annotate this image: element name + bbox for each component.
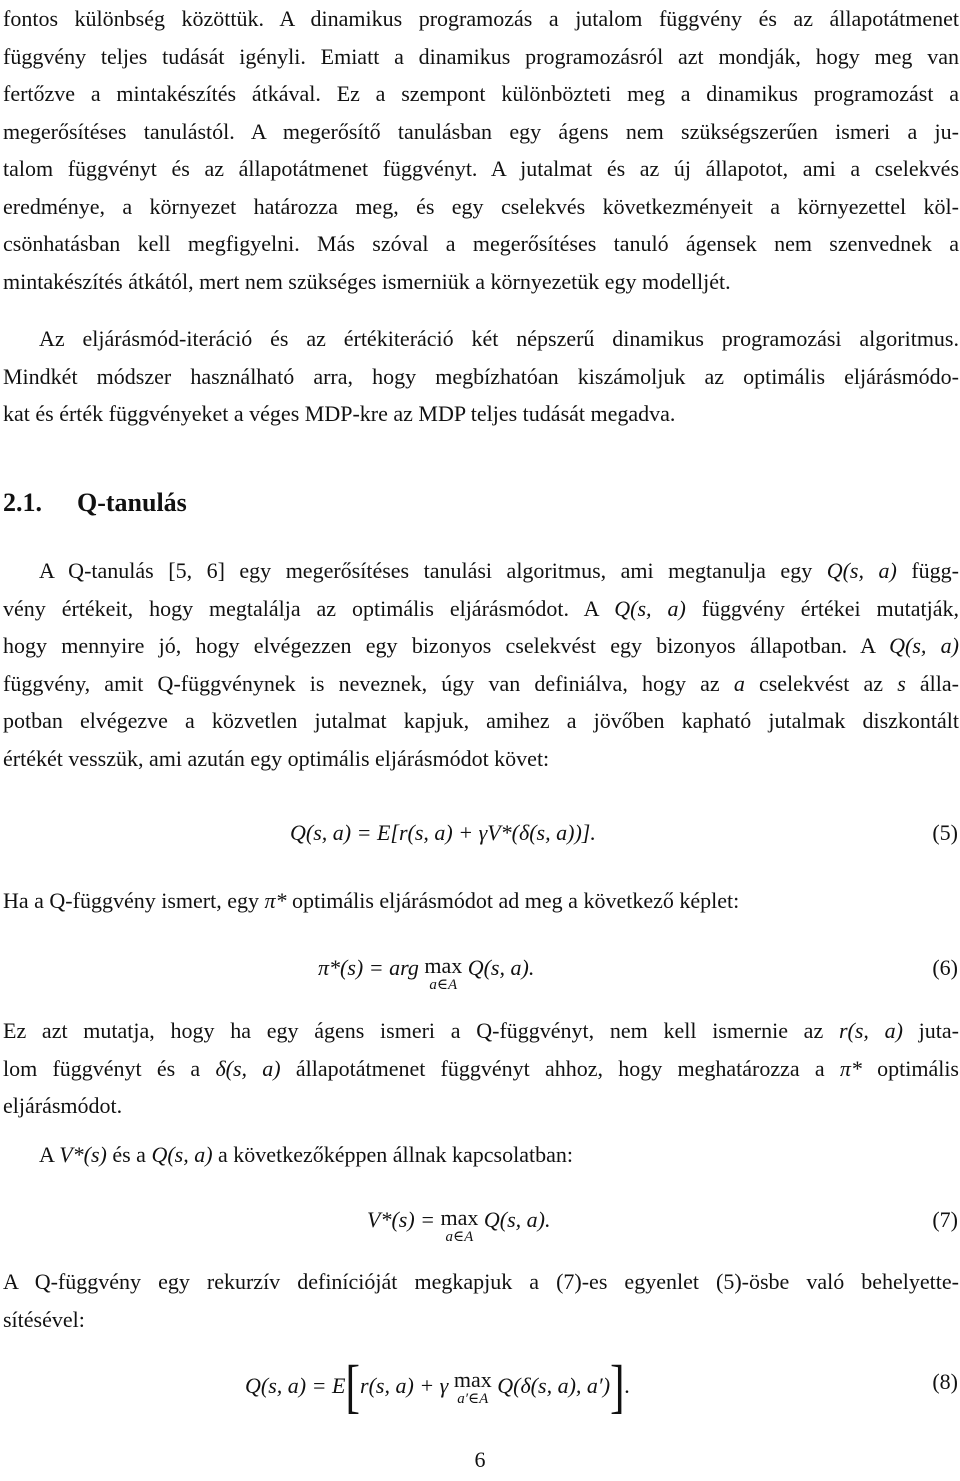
max-operator: max a∈A bbox=[440, 1205, 479, 1245]
equation-body: Q(s, a) = E[r(s, a) + γV*(δ(s, a))]. bbox=[290, 820, 596, 845]
math-inline: Q(s, a) bbox=[826, 558, 897, 583]
math-inline: π* bbox=[264, 888, 287, 913]
text-line: eredménye, a környezet határozza meg, és egy cselekvés következményeit a környezettel köl- bbox=[3, 193, 959, 219]
equation-number: (5) bbox=[932, 820, 958, 845]
text-line: Az eljárásmód-iteráció és az értékiteráció két népszerű dinamikus programozási algoritmus. bbox=[39, 326, 959, 351]
text-line: kat és érték függvényeket a véges MDP-kre az MDP teljes tudását megadva. bbox=[3, 401, 676, 426]
section-title: Q-tanulás bbox=[77, 488, 187, 517]
equation-body: π*(s) = arg max a∈A Q(s, a). bbox=[318, 953, 535, 993]
paragraph-q-knowledge bbox=[3, 1012, 959, 1125]
equation-body: Q(s, a) = E[r(s, a) + γ max a′∈A Q(δ(s, a), a′)]. bbox=[245, 1353, 631, 1420]
paragraph-policy-value-iteration bbox=[3, 320, 959, 433]
text-line: A Q-tanulás [5, 6] egy megerősítéses tanulási algoritmus, ami megtanulja egy Q(s, a) függ- bbox=[39, 558, 960, 583]
equation-body: V*(s) = max a∈A Q(s, a). bbox=[367, 1205, 551, 1245]
section-number: 2.1. bbox=[3, 488, 42, 517]
left-bracket: [ bbox=[345, 1353, 361, 1420]
paragraph-q-learning-intro bbox=[3, 552, 959, 777]
text-line: csönhatásban kell megfigyelni. Más szóval a megerősítéses tanuló ágensek nem szenvednek a bbox=[3, 231, 959, 256]
text-line: talom függvényt és az állapotátmenet függvényt. A jutalmat és az új állapotot, ami a cselekvés bbox=[3, 156, 959, 181]
citation: 5, 6 bbox=[175, 558, 218, 583]
math-inline: V*(s) bbox=[59, 1142, 107, 1167]
text-line: értékét vesszük, ami azután egy optimális eljárásmódot követ: bbox=[3, 745, 550, 771]
max-operator: max a′∈A bbox=[453, 1367, 492, 1407]
text-line: fertőzve a mintakészítés átkával. Ez a szempont különbözteti meg a dinamikus programozást a bbox=[3, 81, 959, 106]
math-inline: Q(s, a) bbox=[889, 633, 960, 658]
text-line: lom függvényt és a δ(s, a) állapotátmenet függvényt ahhoz, hogy meghatározza a π* optimális bbox=[3, 1055, 959, 1081]
text-line: vény értékeit, hogy megtalálja az optimális eljárásmódot. A Q(s, a) függvény értékei mutatják, bbox=[3, 595, 959, 621]
text-line: eljárásmódot. bbox=[3, 1093, 123, 1118]
text-line: függvény teljes tudását igényli. Emiatt a dinamikus programozásról azt mondják, hogy meg van bbox=[3, 43, 959, 69]
math-inline: s bbox=[897, 670, 906, 696]
math-inline: π* bbox=[839, 1055, 862, 1081]
equation-6 bbox=[0, 955, 960, 1005]
text-line: fontos különbség közöttük. A dinamikus programozás a jutalom függvény és az állapotátmenet bbox=[3, 6, 959, 31]
paragraph-dp-vs-rl bbox=[3, 0, 959, 300]
text-line: megerősítéses tanulástól. A megerősítő tanulásban egy ágens nem szükségszerűen ismeri a ju- bbox=[3, 118, 959, 144]
text-line: A Q-függvény egy rekurzív definícióját megkapjuk a (7)-es egyenlet (5)-ösbe való behelyette- bbox=[3, 1269, 959, 1294]
text-line: mintakészítés átkától, mert nem szükséges ismerniük a környezetük egy modelljét. bbox=[3, 268, 731, 294]
equation-7 bbox=[0, 1207, 960, 1257]
equation-8 bbox=[0, 1353, 960, 1425]
text-line: A V*(s) és a Q(s, a) a következőképpen állnak kapcsolatban: bbox=[39, 1142, 573, 1167]
math-inline: a bbox=[733, 670, 745, 696]
math-inline: δ(s, a) bbox=[215, 1055, 281, 1081]
math-inline: r(s, a) bbox=[838, 1018, 903, 1043]
text-line: Ez azt mutatja, hogy ha egy ágens ismeri a Q-függvényt, nem kell ismernie az r(s, a) juta- bbox=[3, 1018, 959, 1043]
equation-number: (8) bbox=[932, 1369, 958, 1394]
paragraph-optimal-policy bbox=[3, 882, 959, 920]
text-line: Mindkét módszer használható arra, hogy megbízhatóan kiszámoljuk az optimális eljárásmódo- bbox=[3, 363, 959, 389]
equation-number: (7) bbox=[932, 1207, 958, 1232]
math-inline: Q(s, a) bbox=[151, 1142, 213, 1167]
text-line: hogy mennyire jó, hogy elvégezzen egy bizonyos cselekvést egy bizonyos állapotban. A Q(s, a) bbox=[3, 633, 960, 658]
math-inline: Q(s, a) bbox=[614, 595, 686, 621]
equation-number: (6) bbox=[932, 955, 958, 980]
text-line: potban elvégezve a közvetlen jutalmat kapjuk, amihez a jövőben kapható jutalmak diszkontált bbox=[3, 708, 959, 733]
text-line: függvény, amit Q-függvénynek is neveznek, úgy van definiálva, hogy az a cselekvést az s álla- bbox=[3, 670, 959, 696]
text-line: Ha a Q-függvény ismert, egy π* optimális eljárásmódot ad meg a következő képlet: bbox=[3, 888, 740, 913]
text-line: sítésével: bbox=[3, 1306, 85, 1332]
paragraph-recursive-definition bbox=[3, 1263, 959, 1338]
max-operator: max a∈A bbox=[424, 953, 463, 993]
right-bracket: ] bbox=[610, 1353, 625, 1420]
paragraph-v-q-relation bbox=[3, 1136, 959, 1174]
section-heading bbox=[3, 488, 187, 518]
equation-5 bbox=[0, 820, 960, 870]
page-number: 6 bbox=[474, 1447, 486, 1472]
